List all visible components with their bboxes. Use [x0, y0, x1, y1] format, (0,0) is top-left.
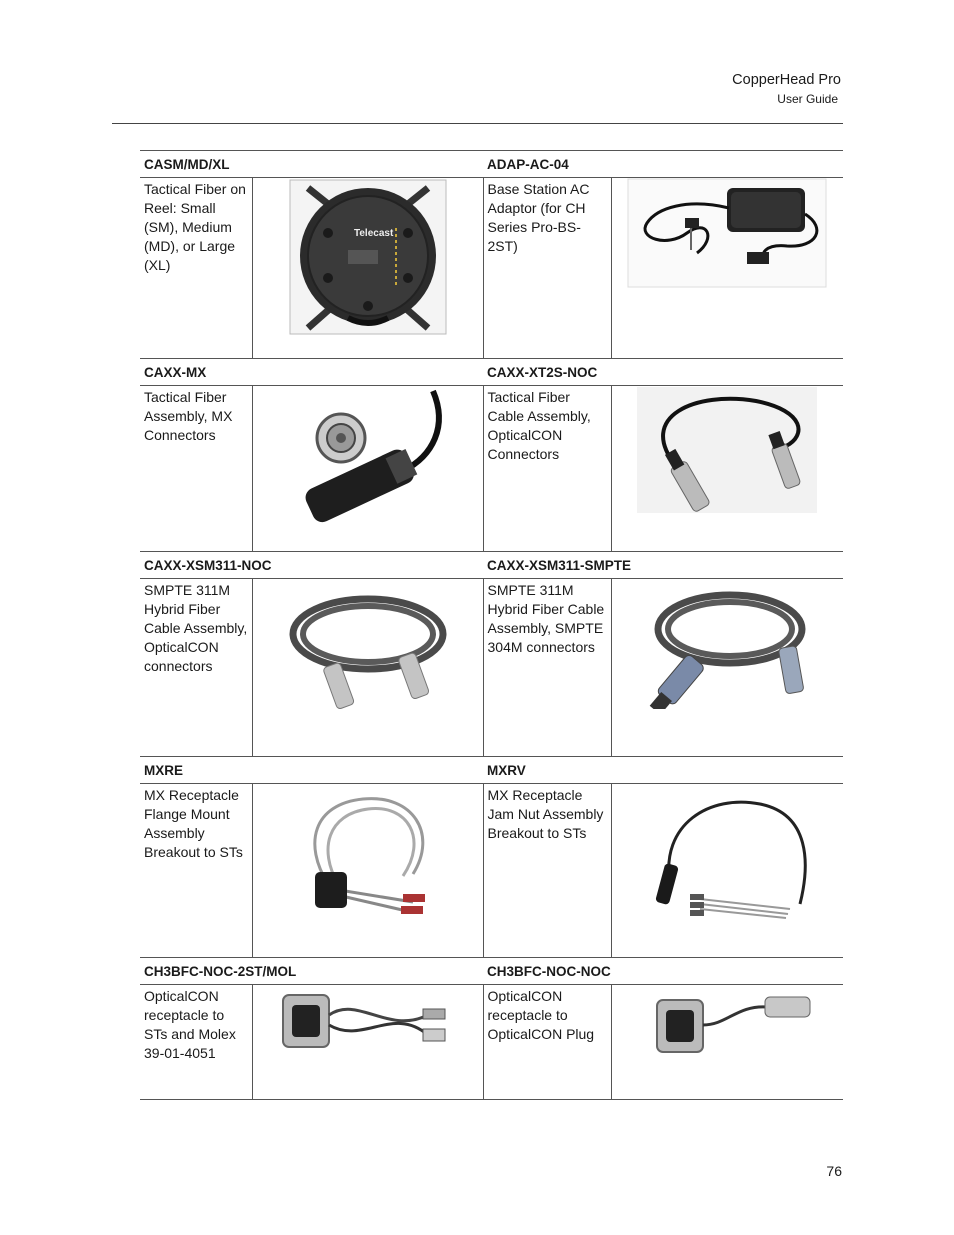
- table-row: [140, 784, 843, 958]
- accessories-table: [140, 150, 843, 1100]
- part-code: CAXX-MX: [140, 359, 483, 386]
- part-code: CAXX-XSM311-SMPTE: [483, 552, 843, 579]
- table-header-row: [140, 359, 843, 386]
- smpte-noc-cable-image: [252, 579, 483, 757]
- table-header-row: [140, 552, 843, 579]
- part-description: SMPTE 311M Hybrid Fiber Cable Assembly, OpticalCON connectors: [140, 579, 252, 757]
- page-header: [732, 70, 841, 108]
- part-description: Tactical Fiber on Reel: Small (SM), Medium (MD), or Large (XL): [140, 178, 252, 359]
- part-code: MXRV: [483, 757, 843, 784]
- noc-noc-image: [611, 985, 843, 1100]
- mx-jamnut-breakout-image: [611, 784, 843, 958]
- table-header-row: [140, 757, 843, 784]
- smpte-304m-cable-image: [611, 579, 843, 757]
- ac-adaptor-image: [611, 178, 843, 359]
- part-description: SMPTE 311M Hybrid Fiber Cable Assembly, SMPTE 304M connectors: [483, 579, 611, 757]
- table-row: [140, 579, 843, 757]
- mx-connector-image: [252, 386, 483, 552]
- page-number: 76: [826, 1163, 842, 1179]
- table-header-row: [140, 151, 843, 178]
- part-description: Tactical Fiber Cable Assembly, OpticalCON Connectors: [483, 386, 611, 552]
- part-code: ADAP-AC-04: [483, 151, 843, 178]
- noc-st-molex-image: [252, 985, 483, 1100]
- document-subtitle: User Guide: [777, 92, 838, 106]
- opticalcon-cable-image: [611, 386, 843, 552]
- header-rule: [112, 123, 843, 124]
- table-row: [140, 178, 843, 359]
- part-description: MX Receptacle Flange Mount Assembly Breakout to STs: [140, 784, 252, 958]
- part-description: OpticalCON receptacle to STs and Molex 39-01-4051: [140, 985, 252, 1100]
- part-code: MXRE: [140, 757, 483, 784]
- table-row: [140, 985, 843, 1100]
- part-code: CAXX-XSM311-NOC: [140, 552, 483, 579]
- reel-logo-text: Telecast: [353, 228, 393, 239]
- part-description: OpticalCON receptacle to OpticalCON Plug: [483, 985, 611, 1100]
- part-code: CASM/MD/XL: [140, 151, 483, 178]
- table-row: [140, 386, 843, 552]
- part-code: CH3BFC-NOC-NOC: [483, 958, 843, 985]
- table-header-row: [140, 958, 843, 985]
- part-code: CAXX-XT2S-NOC: [483, 359, 843, 386]
- part-description: Tactical Fiber Assembly, MX Connectors: [140, 386, 252, 552]
- mx-flange-breakout-image: [252, 784, 483, 958]
- part-description: Base Station AC Adaptor (for CH Series Pro-BS-2ST): [483, 178, 611, 359]
- part-description: MX Receptacle Jam Nut Assembly Breakout to STs: [483, 784, 611, 958]
- part-code: CH3BFC-NOC-2ST/MOL: [140, 958, 483, 985]
- document-title: CopperHead Pro: [732, 72, 841, 88]
- fiber-reel-image: [252, 178, 483, 359]
